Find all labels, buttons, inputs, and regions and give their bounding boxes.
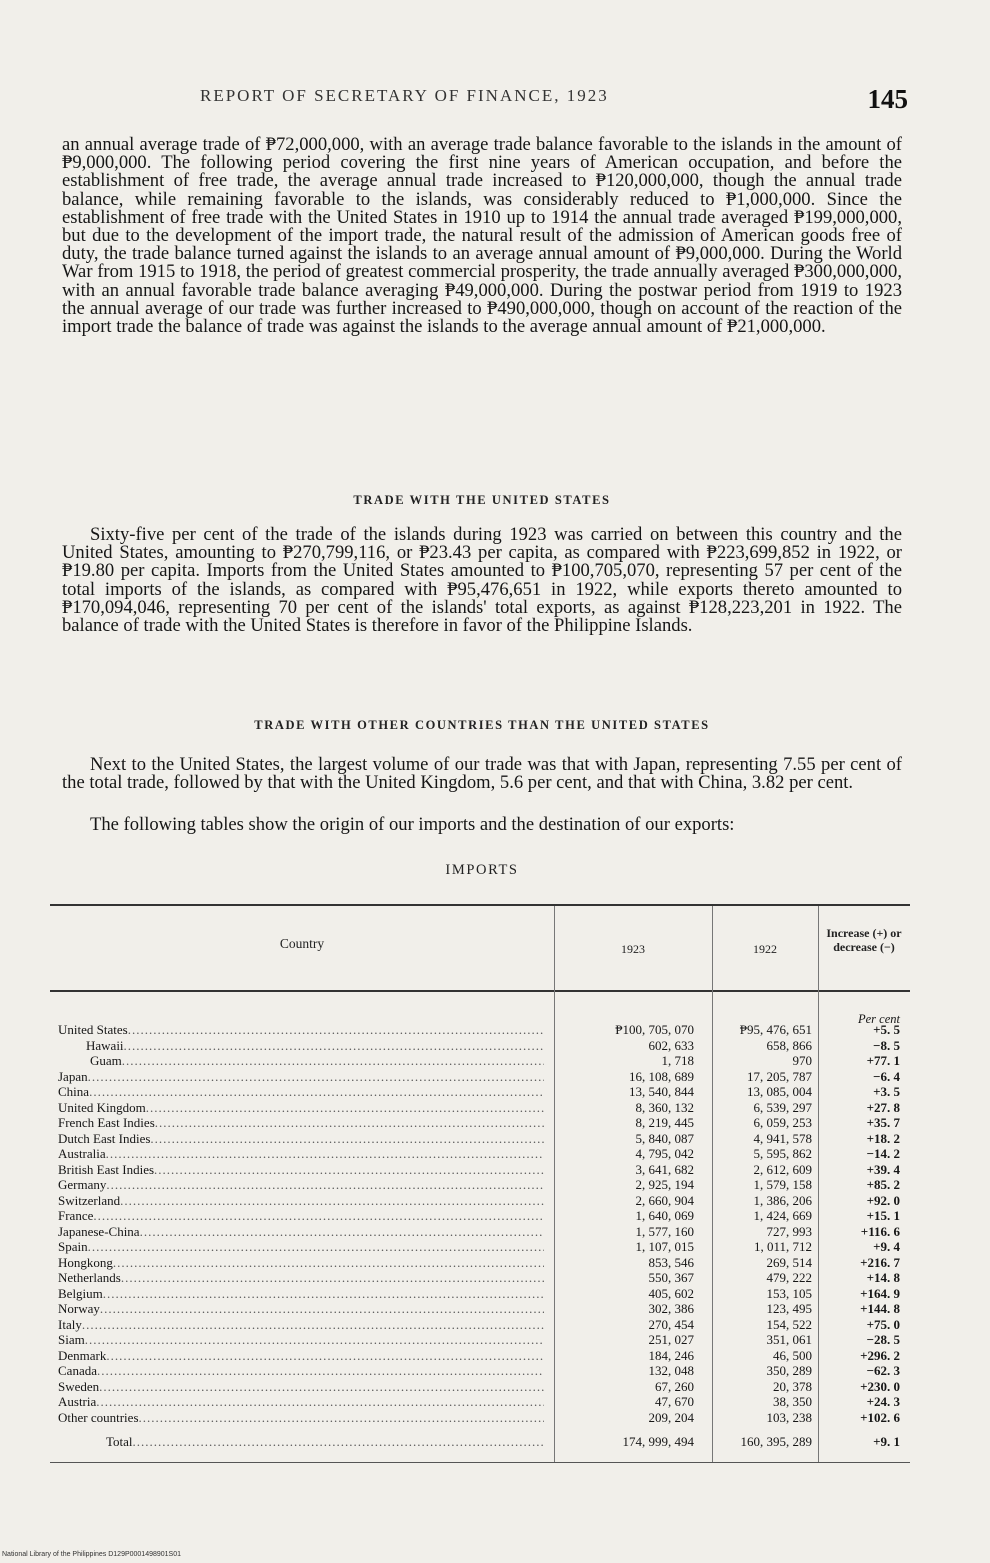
table-row [50, 1053, 910, 1069]
table-row [50, 1162, 910, 1178]
row-country: British East Indies ..... [58, 1162, 544, 1178]
row-value-1923: 209, 204 [648, 1409, 694, 1425]
row-country: Sweden ..... [58, 1379, 544, 1395]
table-row [50, 1317, 910, 1333]
table-row [50, 1332, 910, 1348]
row-value-1923: 1, 107, 015 [635, 1239, 694, 1254]
row-value-1922: 38, 350 [773, 1394, 812, 1409]
row-value-1923: 1, 640, 069 [635, 1208, 694, 1223]
row-value-1922: 123, 495 [766, 1301, 812, 1316]
table-row [50, 1363, 910, 1379]
row-country: French East Indies ..... [58, 1115, 544, 1131]
total-change: +9. 1 [873, 1434, 900, 1449]
us-trade-paragraph: Sixty-five per cent of the trade of the islands during 1923 was carried on between this country and the United States, amounting to ₱270,799,116, or ₱23.43 per capita, as compared with ₱223,699,852 in 1922, or ₱19.80 per capita. Imports from the United States amounted to ₱100,705,070, representing 57 per cent of the total imports of the islands, as compared with ₱95,476,651 in 1922, while exports thereto amounted to ₱170,094,046, representing 70 per cent of the islands' total exports, as against ₱128,223,201 in 1922. The balance of trade with the United States is therefore in favor of the Philippine Islands. [62, 524, 902, 637]
row-value-1923: 302, 386 [648, 1301, 694, 1316]
table-row [50, 1038, 910, 1054]
row-change: +24. 3 [866, 1394, 900, 1409]
row-value-1922: 6, 059, 253 [753, 1115, 812, 1130]
row-value-1923: 5, 840, 087 [635, 1130, 694, 1146]
page-number: 145 [867, 84, 908, 114]
row-value-1922: 153, 105 [766, 1285, 812, 1301]
row-country: Other countries ..... [58, 1410, 544, 1426]
row-change: +77. 1 [866, 1053, 900, 1068]
row-change: +230. 0 [860, 1378, 900, 1394]
row-change: +15. 1 [866, 1208, 900, 1223]
row-value-1923: 8, 219, 445 [635, 1115, 694, 1130]
row-change: +5. 5 [873, 1022, 900, 1037]
column-header-country: Country [279, 936, 325, 951]
row-value-1922: 1, 386, 206 [753, 1192, 812, 1208]
row-change: +27. 8 [866, 1099, 900, 1115]
table-row [50, 1301, 910, 1317]
row-change: +3. 5 [873, 1084, 900, 1099]
table-row [50, 1146, 910, 1162]
row-country: France ..... [58, 1208, 544, 1224]
row-value-1923: 602, 633 [648, 1037, 694, 1053]
row-change: +216. 7 [860, 1254, 900, 1270]
row-value-1923: 550, 367 [648, 1270, 694, 1285]
row-value-1922: 1, 424, 669 [753, 1208, 812, 1223]
row-value-1923: 13, 540, 844 [629, 1084, 694, 1099]
row-country: United States ..... [58, 1022, 544, 1038]
row-value-1923: 16, 108, 689 [629, 1068, 694, 1084]
row-country: Hawaii ..... [86, 1038, 544, 1054]
row-value-1923: 853, 546 [648, 1254, 694, 1270]
table-row [50, 1084, 910, 1100]
row-country: China ..... [58, 1084, 544, 1100]
row-value-1922: 350, 289 [766, 1363, 812, 1378]
row-change: +75. 0 [866, 1316, 900, 1332]
row-value-1923: 8, 360, 132 [635, 1099, 694, 1115]
row-value-1922: ₱95, 476, 651 [739, 1022, 812, 1037]
imports-table-title: IMPORTS [445, 862, 519, 878]
row-value-1922: 103, 238 [766, 1409, 812, 1425]
table-row [50, 1224, 910, 1240]
row-change: +35. 7 [866, 1115, 900, 1130]
table-row [50, 1286, 910, 1302]
table-row [50, 1379, 910, 1395]
total-label: Total ..... [106, 1434, 544, 1450]
row-change: +116. 6 [860, 1223, 900, 1239]
table-row [50, 1100, 910, 1116]
row-value-1922: 46, 500 [773, 1347, 812, 1363]
row-country: Japan ..... [58, 1069, 544, 1085]
row-value-1922: 658, 866 [766, 1037, 812, 1053]
row-value-1923: 2, 925, 194 [635, 1177, 694, 1192]
row-value-1922: 5, 595, 862 [753, 1146, 812, 1161]
heading-other-trade: TRADE WITH OTHER COUNTRIES THAN THE UNITED STATES [254, 718, 710, 732]
total-1923: 174, 999, 494 [622, 1434, 694, 1449]
row-value-1922: 479, 222 [766, 1270, 812, 1285]
row-value-1923: 4, 795, 042 [635, 1146, 694, 1161]
row-country: Germany ..... [58, 1177, 544, 1193]
row-value-1922: 269, 514 [766, 1254, 812, 1270]
row-value-1922: 17, 205, 787 [747, 1068, 812, 1084]
row-value-1923: 2, 660, 904 [635, 1192, 694, 1208]
row-country: Siam ..... [58, 1332, 544, 1348]
table-row [50, 1255, 910, 1271]
row-country: Italy ..... [58, 1317, 544, 1333]
row-value-1923: 184, 246 [648, 1347, 694, 1363]
column-header-change: Increase (+) or decrease (−) [826, 926, 902, 954]
row-value-1923: 405, 602 [648, 1285, 694, 1301]
row-country: Belgium ..... [58, 1286, 544, 1302]
table-row [50, 1069, 910, 1085]
row-change: +296. 2 [860, 1347, 900, 1363]
row-value-1922: 6, 539, 297 [753, 1099, 812, 1115]
row-value-1922: 2, 612, 609 [753, 1161, 812, 1177]
row-value-1923: 3, 641, 682 [635, 1161, 694, 1177]
row-value-1922: 970 [792, 1053, 812, 1068]
row-change: +9. 4 [873, 1239, 900, 1254]
row-value-1923: 47, 670 [655, 1394, 694, 1409]
row-change: +18. 2 [866, 1130, 900, 1146]
row-country: Norway ..... [58, 1301, 544, 1317]
table-header-rule [50, 990, 910, 992]
row-value-1922: 4, 941, 578 [753, 1130, 812, 1146]
library-footer: National Library of the Philippines D129P0001498901S01 [2, 1551, 182, 1558]
per-cent-label: Per cent [858, 1012, 900, 1026]
row-change: −62. 3 [866, 1363, 900, 1378]
row-value-1922: 727, 993 [766, 1223, 812, 1239]
row-change: +85. 2 [866, 1177, 900, 1192]
table-row [50, 1193, 910, 1209]
row-country: Canada ..... [58, 1363, 544, 1379]
row-country: Netherlands ..... [58, 1270, 544, 1286]
row-value-1922: 13, 085, 004 [747, 1084, 812, 1099]
row-value-1923: 251, 027 [648, 1332, 694, 1347]
running-title: REPORT OF SECRETARY OF FINANCE, 1923 [200, 86, 609, 105]
row-country: Denmark ..... [58, 1348, 544, 1364]
total-1922: 160, 395, 289 [740, 1434, 812, 1449]
row-country: Spain ..... [58, 1239, 544, 1255]
table-row [50, 1131, 910, 1147]
tables-intro-paragraph: The following tables show the origin of our imports and the destination of our exports: [90, 814, 735, 835]
table-row [50, 1410, 910, 1426]
row-change: −8. 5 [873, 1037, 900, 1053]
row-value-1923: 67, 260 [655, 1378, 694, 1394]
table-row [50, 1115, 910, 1131]
row-change: +102. 6 [860, 1409, 900, 1425]
row-value-1923: ₱100, 705, 070 [615, 1022, 694, 1037]
row-country: Austria ..... [58, 1394, 544, 1410]
table-row [50, 1022, 910, 1038]
row-country: Hongkong ..... [58, 1255, 544, 1271]
row-value-1923: 1, 718 [661, 1053, 694, 1068]
row-value-1922: 154, 522 [766, 1316, 812, 1332]
row-value-1923: 132, 048 [648, 1363, 694, 1378]
row-value-1923: 1, 577, 160 [635, 1223, 694, 1239]
row-value-1922: 20, 378 [773, 1378, 812, 1394]
intro-paragraph: an annual average trade of ₱72,000,000, with an average trade balance favorable to the islands in the amount of ₱9,000,000. The following period covering the first nine years of American occupation, and before the establishment of free trade, the average annual trade increased to ₱120,000,000, though the annual trade balance, while remaining favorable to the islands, was considerably reduced to ₱1,000,000. Since the establishment of free trade with the United States in 1910 up to 1914 the annual trade averaged ₱199,000,000, but due to the development of the import trade, the natural result of the admission of American goods free of duty, the trade balance turned against the islands to an average annual amount of ₱9,000,000. During the World War from 1915 to 1918, the period of greatest commercial prosperity, the trade annually averaged ₱300,000,000, with an annual favorable trade balance averaging ₱49,000,000. During the postwar period from 1919 to 1923 the annual average of our trade was further increased to ₱490,000,000, though on account of the reaction of the import trade the balance of trade was against the islands to the average annual amount of ₱21,000,000. [62, 134, 902, 338]
row-change: +14. 8 [866, 1270, 900, 1285]
table-row [50, 1208, 910, 1224]
row-change: +39. 4 [866, 1161, 900, 1177]
table-top-rule [50, 904, 910, 906]
table-row [50, 1239, 910, 1255]
table-total-row [50, 1434, 910, 1450]
row-value-1923: 270, 454 [648, 1316, 694, 1332]
row-country: Dutch East Indies ..... [58, 1131, 544, 1147]
row-country: Switzerland ..... [58, 1193, 544, 1209]
column-header-1922: 1922 [753, 942, 777, 956]
row-change: +164. 9 [860, 1285, 900, 1301]
table-row [50, 1270, 910, 1286]
row-country: Japanese-China ..... [58, 1224, 544, 1240]
row-value-1922: 1, 011, 712 [753, 1239, 812, 1254]
row-change: −28. 5 [866, 1332, 900, 1347]
row-change: −14. 2 [866, 1146, 900, 1161]
row-value-1922: 1, 579, 158 [753, 1177, 812, 1192]
table-bottom-rule [50, 1462, 910, 1463]
other-trade-paragraph: Next to the United States, the largest volume of our trade was that with Japan, representing 7.55 per cent of the total trade, followed by that with the United Kingdom, 5.6 per cent, and that with China, 3.82 per cent. [62, 754, 902, 794]
row-change: −6. 4 [873, 1068, 900, 1084]
column-header-1923: 1923 [621, 942, 645, 956]
row-country: Australia ..... [58, 1146, 544, 1162]
table-row [50, 1177, 910, 1193]
row-country: United Kingdom ..... [58, 1100, 544, 1116]
table-body [50, 1022, 910, 1425]
row-value-1922: 351, 061 [766, 1332, 812, 1347]
table-row [50, 1348, 910, 1364]
heading-us-trade: TRADE WITH THE UNITED STATES [353, 493, 611, 507]
row-change: +144. 8 [860, 1301, 900, 1316]
table-row [50, 1394, 910, 1410]
row-country: Guam ..... [90, 1053, 544, 1069]
row-change: +92. 0 [866, 1192, 900, 1208]
